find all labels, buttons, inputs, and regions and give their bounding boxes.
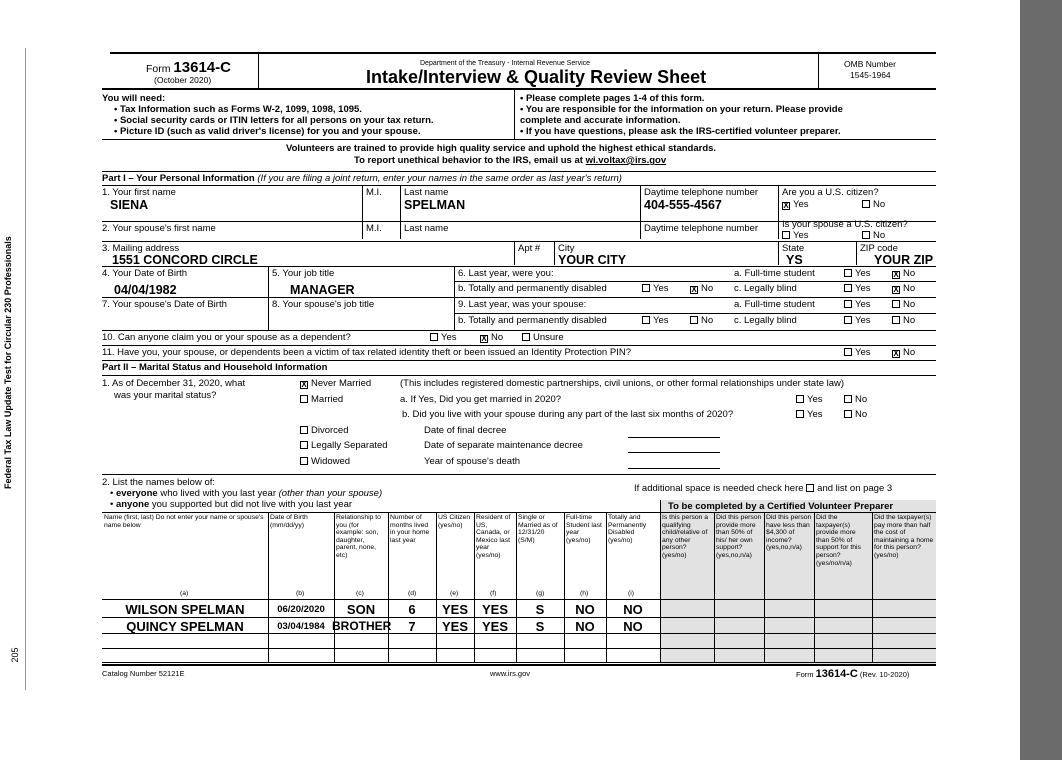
- irs-website[interactable]: www.irs.gov: [490, 669, 531, 678]
- marital-question-1: 1. As of December 31, 2020, what: [102, 378, 246, 389]
- q6b-no[interactable]: X No: [691, 283, 714, 294]
- zip-label: ZIP code: [860, 243, 898, 254]
- viewer-scrollbar-panel[interactable]: [1020, 0, 1062, 760]
- lived-with-spouse-yes[interactable]: Yes: [796, 410, 823, 420]
- instruction-1: • Please complete pages 1-4 of this form.: [520, 93, 705, 104]
- q9a-label: a. Full-time student: [734, 299, 815, 310]
- q6a-yes[interactable]: Yes: [844, 269, 871, 279]
- q11-yes[interactable]: Yes: [844, 348, 871, 358]
- row1-dob[interactable]: 06/20/2020: [277, 604, 325, 615]
- q9a-yes[interactable]: Yes: [844, 300, 871, 310]
- last-name-value[interactable]: SPELMAN: [404, 198, 466, 212]
- instruction-3: • If you have questions, please ask the IRS-certified volunteer preparer.: [520, 126, 841, 137]
- col-header-qualifying: Is this person a qualifying child/relative of any other person? (yes/no): [662, 514, 709, 560]
- spouse-phone-label: Daytime telephone number: [644, 223, 759, 234]
- row2-disabled[interactable]: NO: [623, 619, 643, 634]
- col-letter-c: (c): [356, 590, 364, 597]
- job-value[interactable]: MANAGER: [290, 283, 355, 297]
- row2-name[interactable]: QUINCY SPELMAN: [126, 619, 244, 634]
- col-letter-f: (f): [490, 590, 497, 597]
- q9a-no[interactable]: No: [892, 300, 915, 310]
- page-number: 205: [10, 647, 20, 663]
- row2-dob[interactable]: 03/04/1984: [277, 621, 325, 632]
- col-header-dob: Date of Birth (mm/dd/yy): [270, 514, 308, 529]
- ethics-report: To report unethical behavior to the IRS, email us at wi.voltax@irs.gov: [354, 155, 667, 166]
- part2-title: Part II – Marital Status and Household Information: [102, 362, 328, 373]
- state-label: State: [782, 243, 805, 254]
- married-option[interactable]: Married: [300, 395, 343, 405]
- state-value[interactable]: YS: [786, 253, 803, 267]
- q9b-yes[interactable]: Yes: [642, 316, 669, 326]
- zip-value[interactable]: YOUR ZIP: [874, 253, 934, 267]
- city-label: City: [558, 243, 575, 254]
- q11-no[interactable]: X No: [893, 347, 916, 358]
- need-item-3: • Picture ID (such as valid driver's license) for you and your spouse.: [114, 126, 421, 137]
- spouse-first-name-label: 2. Your spouse's first name: [102, 223, 216, 234]
- row1-disabled[interactable]: NO: [623, 602, 643, 617]
- death-year-label: Year of spouse's death: [424, 456, 521, 467]
- dob-value[interactable]: 04/04/1982: [114, 283, 177, 297]
- form-title: Intake/Interview & Quality Review Sheet: [366, 67, 707, 87]
- lived-with-spouse-no[interactable]: No: [844, 410, 867, 420]
- row1-relationship[interactable]: SON: [346, 602, 376, 617]
- widowed-option[interactable]: Widowed: [300, 457, 350, 467]
- need-heading: You will need:: [102, 93, 166, 104]
- address-label: 3. Mailing address: [102, 243, 180, 254]
- row2-relationship[interactable]: BROTHER: [332, 619, 392, 633]
- spouse-citizen-yes[interactable]: Yes: [782, 231, 809, 241]
- never-married-option[interactable]: X Never Married: [301, 378, 372, 389]
- q9b-no[interactable]: No: [690, 316, 713, 326]
- lived-with-spouse-question: b. Did you live with your spouse during any part of the last six months of 2020?: [402, 409, 734, 420]
- marital-question-2: was your marital status?: [114, 390, 217, 401]
- q9c-yes[interactable]: Yes: [844, 316, 871, 326]
- footer-form-id: Form 13614-C (Rev. 10-2020): [796, 668, 910, 680]
- apt-label: Apt #: [518, 243, 541, 254]
- list-names-heading: 2. List the names below of:: [102, 477, 216, 488]
- married-2020-no[interactable]: No: [844, 395, 867, 405]
- q6c-no[interactable]: X No: [893, 283, 916, 294]
- col-header-income: Did this person have less than $4,300 of income? (yes,no,n/a): [766, 514, 812, 552]
- q10-unsure[interactable]: Unsure: [522, 333, 564, 343]
- never-married-note: (This includes registered domestic partnerships, civil unions, or other formal relationships under state law): [400, 378, 845, 389]
- citizen-question: Are you a U.S. citizen?: [782, 187, 879, 198]
- form-number-block: Form 13614-C: [146, 59, 231, 76]
- q11-label: 11. Have you, your spouse, or dependents been a victim of tax related identity theft or been issued an Identity Protection PIN?: [102, 347, 631, 358]
- side-label: Federal Tax Law Update Test for Circular 230 Professionals: [3, 236, 13, 489]
- job-label: 5. Your job title: [272, 268, 335, 279]
- col-header-student: Full-time Student last year (yes/no): [566, 514, 602, 544]
- catalog-number: Catalog Number 52121E: [102, 669, 185, 678]
- q9b-label: b. Totally and permanently disabled: [458, 315, 607, 326]
- need-item-2: • Social security cards or ITIN letters for all persons on your tax return.: [114, 115, 434, 126]
- q9-label: 9. Last year, was your spouse:: [458, 299, 587, 310]
- instruction-2b: complete and accurate information.: [520, 115, 681, 126]
- ethics-email-link[interactable]: wi.voltax@irs.gov: [585, 155, 667, 166]
- first-name-value[interactable]: SIENA: [110, 198, 149, 212]
- page-margin-rule: [25, 48, 26, 690]
- col-header-own-support: Did this person provide more than 50% of his/ her own support? (yes,no,n/a): [716, 514, 762, 560]
- spouse-citizen-question: Is your spouse a U.S. citizen?: [782, 219, 908, 230]
- dob-label: 4. Your Date of Birth: [102, 268, 188, 279]
- q9c-no[interactable]: No: [892, 316, 915, 326]
- separated-option[interactable]: Legally Separated: [300, 441, 388, 451]
- col-letter-g: (g): [536, 590, 545, 597]
- col-header-citizen: US Citizen (yes/no): [438, 514, 471, 529]
- col-header-resident: Resident of US, Canada, or Mexico last year (yes/no): [476, 514, 511, 560]
- need-item-1: • Tax Information such as Forms W-2, 1099, 1098, 1095.: [114, 104, 362, 115]
- form-date: (October 2020): [154, 75, 212, 85]
- col-header-months: Number of months lived in your home last year: [390, 514, 430, 544]
- list-everyone: • everyone who lived with you last year (other than your spouse): [110, 488, 383, 499]
- citizen-no[interactable]: No: [862, 200, 885, 210]
- spouse-mi-label: M.I.: [366, 223, 382, 234]
- omb-number: 1545-1964: [850, 70, 891, 80]
- row2-citizen[interactable]: YES: [441, 619, 468, 634]
- col-letter-b: (b): [296, 590, 305, 597]
- q6c-yes[interactable]: Yes: [844, 284, 871, 294]
- q10-no[interactable]: X No: [481, 332, 504, 343]
- col-header-support: Did the taxpayer(s) provide more than 50% of support for this person? (yes/no/n/a): [816, 514, 861, 567]
- spouse-dob-label: 7. Your spouse's Date of Birth: [102, 299, 227, 310]
- col-letter-h: (h): [580, 590, 589, 597]
- divorce-date-label: Date of final decree: [424, 425, 507, 436]
- q10-label: 10. Can anyone claim you or your spouse as a dependent?: [102, 332, 351, 343]
- address-value[interactable]: 1551 CONCORD CIRCLE: [112, 253, 258, 267]
- q6a-label: a. Full-time student: [734, 268, 815, 279]
- row2-months[interactable]: 7: [408, 619, 416, 634]
- q6-label: 6. Last year, were you:: [458, 268, 554, 279]
- first-name-label: 1. Your first name: [102, 187, 176, 198]
- q9c-label: c. Legally blind: [734, 315, 797, 326]
- col-letter-a: (a): [180, 590, 189, 597]
- row1-student[interactable]: NO: [575, 602, 595, 617]
- omb-label: OMB Number: [844, 59, 896, 69]
- row1-resident[interactable]: YES: [481, 602, 508, 617]
- row1-name[interactable]: WILSON SPELMAN: [125, 602, 245, 617]
- spouse-job-label: 8. Your spouse's job title: [272, 299, 375, 310]
- row1-single-married[interactable]: S: [535, 602, 545, 617]
- q10-yes[interactable]: Yes: [430, 333, 457, 343]
- col-header-disabled: Totally and Permanently Disabled (yes/no): [608, 514, 647, 544]
- separate-date-label: Date of separate maintenance decree: [424, 440, 583, 451]
- col-letter-d: (d): [408, 590, 417, 597]
- col-header-name: Name (first, last) Do not enter your name or spouse's name below: [104, 514, 264, 529]
- citizen-yes[interactable]: X Yes: [783, 199, 809, 210]
- additional-space[interactable]: If additional space is needed check here and list on page 3: [634, 483, 893, 494]
- col-header-single-married: Single or Married as of 12/31/20 (S/M): [518, 514, 558, 544]
- row2-resident[interactable]: YES: [481, 619, 508, 634]
- q6c-label: c. Legally blind: [734, 283, 797, 294]
- instruction-2: • You are responsible for the information on your return. Please provide: [520, 104, 843, 115]
- q6b-yes[interactable]: Yes: [642, 284, 669, 294]
- city-value[interactable]: YOUR CITY: [558, 253, 627, 267]
- ethics-statement: Volunteers are trained to provide high quality service and uphold the highest ethical standards.: [286, 143, 717, 154]
- spouse-last-name-label: Last name: [404, 223, 449, 234]
- q6b-label: b. Totally and permanently disabled: [458, 283, 607, 294]
- col-letter-i: (i): [628, 590, 635, 597]
- married-2020-question: a. If Yes, Did you get married in 2020?: [400, 394, 562, 405]
- part1-title-row: Part I – Your Personal Information (If you are filing a joint return, enter your names in the same order as last year's return): [102, 173, 622, 184]
- col-letter-e: (e): [450, 590, 459, 597]
- row2-student[interactable]: NO: [575, 619, 595, 634]
- phone-label: Daytime telephone number: [644, 187, 759, 198]
- department: Department of the Treasury - Internal Revenue Service: [420, 60, 591, 67]
- last-name-label: Last name: [404, 187, 449, 198]
- married-2020-yes[interactable]: Yes: [796, 395, 823, 405]
- row2-single-married[interactable]: S: [535, 619, 545, 634]
- col-header-home: Did the taxpayer(s) pay more than half the cost of maintaining a home for this person? (yes/no): [874, 514, 934, 560]
- spouse-citizen-no[interactable]: No: [862, 231, 885, 241]
- certified-header: To be completed by a Certified Volunteer Preparer: [668, 501, 894, 512]
- form-13614c: [102, 52, 936, 692]
- phone-value[interactable]: 404-555-4567: [644, 198, 722, 212]
- col-header-relationship: Relationship to you (for example: son, daughter, parent, none, etc): [336, 514, 381, 560]
- row1-citizen[interactable]: YES: [441, 602, 468, 617]
- mi-label: M.I.: [366, 187, 382, 198]
- q6a-no[interactable]: X No: [893, 268, 916, 279]
- row1-months[interactable]: 6: [408, 602, 416, 617]
- divorced-option[interactable]: Divorced: [300, 426, 349, 436]
- list-anyone: • anyone you supported but did not live with you last year: [110, 499, 353, 510]
